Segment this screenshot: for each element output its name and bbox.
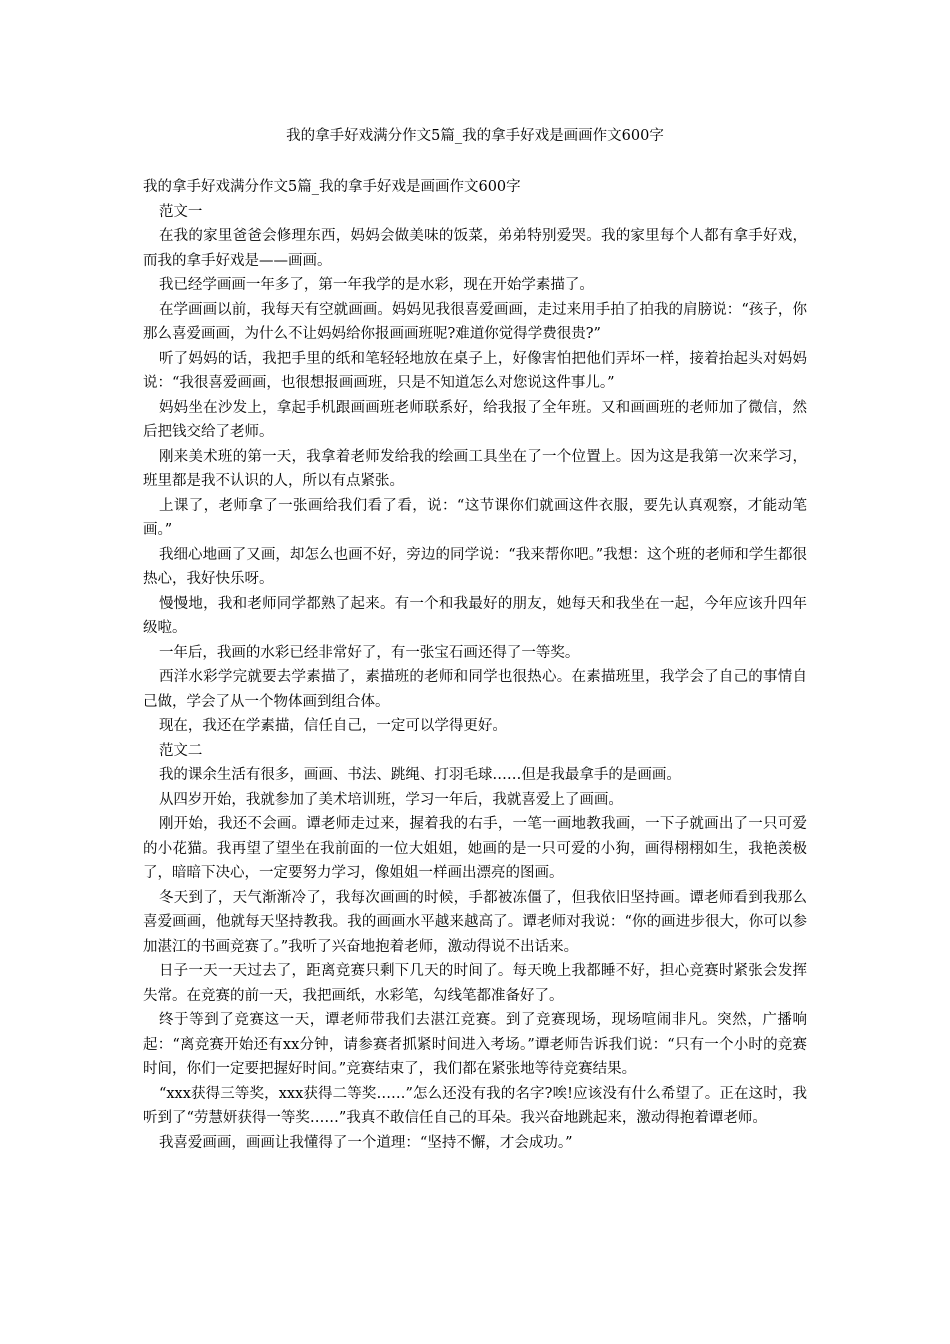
paragraph: 现在，我还在学素描，信任自己，一定可以学得更好。 [158, 718, 507, 734]
paragraph: 冬天到了，天气渐渐冷了，我每次画画的时候，手都被冻僵了，但我依旧坚持画。谭老师看到我那么喜爱画画，他就每天坚持教我。我的画画水平越来越高了。谭老师对我说：“你的画进步很大，你可以参加湛江的书画竞赛了。”我听了兴奋地抱着老师，激动得说不出话来。 [143, 889, 807, 955]
paragraph: 在学画画以前，我每天有空就画画。妈妈见我很喜爱画画，走过来用手拍了拍我的肩膀说：“孩子，你那么喜爱画画，为什么不让妈妈给你报画画班呢?难道你觉得学费很贵?” [143, 301, 807, 342]
paragraph: 我喜爱画画，画画让我懂得了一个道理：“坚持不懈，才会成功。” [158, 1134, 573, 1151]
paragraph: 我的课余生活有很多，画画、书法、跳绳、打羽毛球……但是我最拿手的是画画。 [158, 767, 681, 783]
paragraph: 刚来美术班的第一天，我拿着老师发给我的绘画工具坐在了一个位置上。因为这是我第一次来学习，班里都是我不认识的人，所以有点紧张。 [143, 448, 807, 489]
paragraph: 慢慢地，我和老师同学都熟了起来。有一个和我最好的朋友，她每天和我坐在一起，今年应该升四年级啦。 [143, 595, 807, 636]
paragraph: 我已经学画画一年多了，第一年我学的是水彩，现在开始学素描了。 [158, 277, 594, 293]
paragraph: 范文二 [158, 742, 203, 759]
paragraph: 西洋水彩学完就要去学素描了，素描班的老师和同学也很热心。在素描班里，我学会了自己的事情自己做，学会了从一个物体画到组合体。 [143, 669, 807, 710]
paragraph: 在我的家里爸爸会修理东西，妈妈会做美味的饭菜，弟弟特别爱哭。我的家里每个人都有拿手好戏，而我的拿手好戏是——画画。 [143, 228, 807, 269]
document-body [143, 175, 807, 1155]
document-subtitle: 我的拿手好戏满分作文5篇_我的拿手好戏是画画作文600字 [143, 179, 521, 195]
paragraph: 日子一天一天过去了，距离竞赛只剩下几天的时间了。每天晚上我都睡不好，担心竞赛时紧张会发挥失常。在竞赛的前一天，我把画纸，水彩笔，勾线笔都准备好了。 [143, 963, 807, 1004]
document-title: 我的拿手好戏满分作文5篇_我的拿手好戏是画画作文600字 [286, 128, 664, 144]
paragraph: 我细心地画了又画，却怎么也画不好，旁边的同学说：“我来帮你吧。”我想：这个班的老师和学生都很热心，我好快乐呀。 [143, 546, 807, 587]
paragraph: “xxx获得三等奖，xxx获得二等奖……”怎么还没有我的名字?唉!应该没有什么希望了。正在这时，我听到了“劳慧妍获得一等奖……”我真不敢信任自己的耳朵。我兴奋地跳起来，激动得抱着谭老师。 [143, 1085, 807, 1126]
paragraph: 从四岁开始，我就参加了美术培训班，学习一年后，我就喜爱上了画画。 [158, 791, 623, 808]
paragraph: 妈妈坐在沙发上，拿起手机跟画画班老师联系好，给我报了全年班。又和画画班的老师加了微信，然后把钱交给了老师。 [143, 399, 807, 440]
paragraph: 听了妈妈的话，我把手里的纸和笔轻轻地放在桌子上，好像害怕把他们弄坏一样，接着抬起头对妈妈说：“我很喜爱画画，也很想报画画班，只是不知道怎么对您说这件事儿。” [143, 350, 807, 391]
paragraph: 终于等到了竞赛这一天，谭老师带我们去湛江竞赛。到了竞赛现场，现场喧闹非凡。突然，广播响起：“离竞赛开始还有xx分钟，请参赛者抓紧时间进入考场。”谭老师告诉我们说：“只有一个小时的竞赛时间，你们一定要把握好时间。”竞赛结束了，我们都在紧张地等待竞赛结果。 [143, 1012, 807, 1077]
paragraph: 上课了，老师拿了一张画给我们看了看，说：“这节课你们就画这件衣服，要先认真观察，才能动笔画。” [143, 497, 807, 538]
paragraph: 一年后，我画的水彩已经非常好了，有一张宝石画还得了一等奖。 [158, 644, 580, 661]
paragraph: 刚开始，我还不会画。谭老师走过来，握着我的右手，一笔一画地教我画，一下子就画出了一只可爱的小花猫。我再望了望坐在我前面的一位大姐姐，她画的是一只可爱的小狗，画得栩栩如生，我艳羡极了，暗暗下决心，一定要努力学习，像姐姐一样画出漂亮的图画。 [143, 816, 807, 881]
paragraph: 范文一 [158, 203, 203, 220]
